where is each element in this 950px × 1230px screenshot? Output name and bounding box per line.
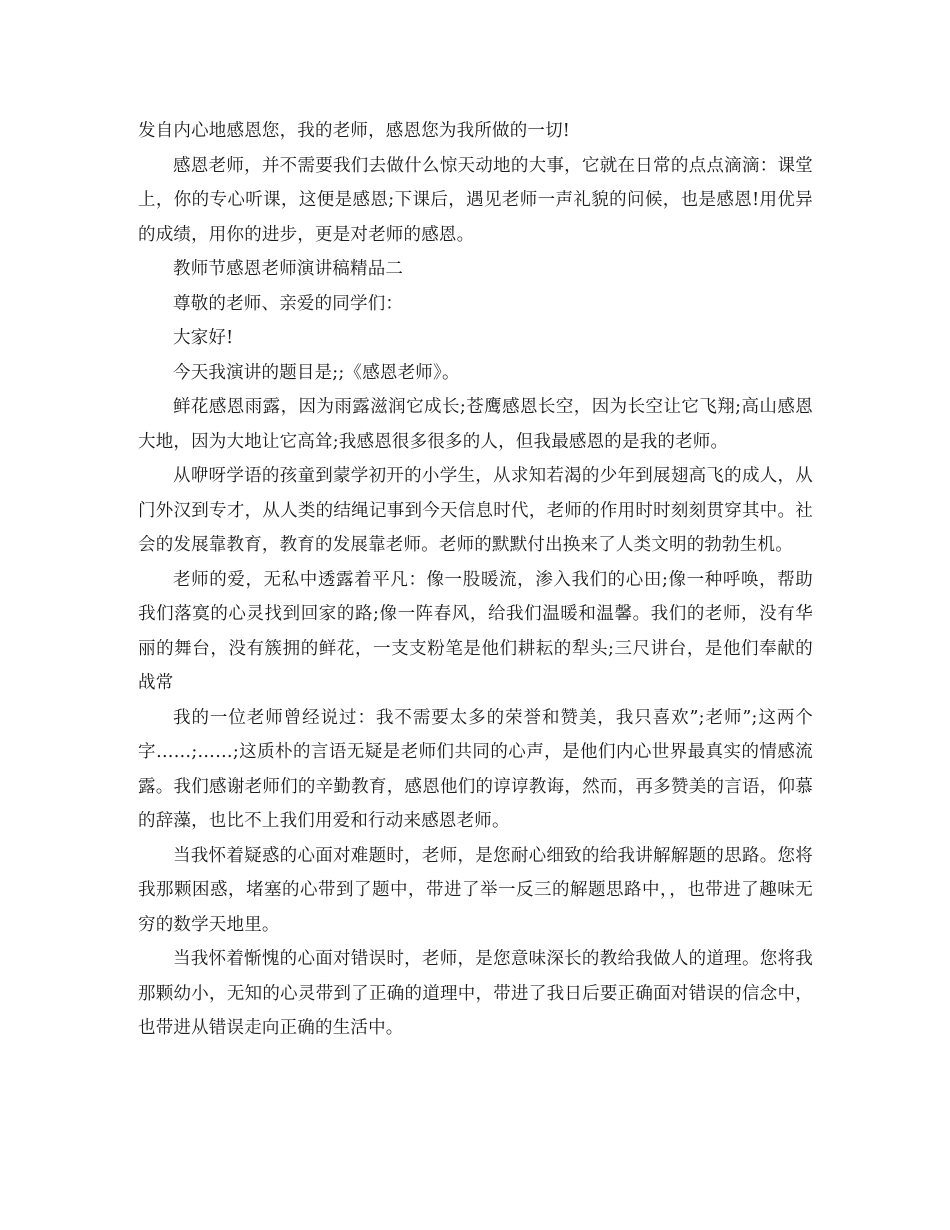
speech-topic: 今天我演讲的题目是;;《感恩老师》。 [173, 362, 460, 383]
paragraph-8: 从咿呀学语的孩童到蒙学初开的小学生，从求知若渴的少年到展翅高飞的成人，从门外汉到专才，从人类的结绳记事到今天信息时代，老师的作用时时刻刻贯穿其中。社会的发展靠教育，教育的发展靠老师。老师的默默付出换来了人类文明的勃勃生机。 [138, 466, 813, 555]
paragraph-7: 鲜花感恩雨露，因为雨露滋润它成长;苍鹰感恩长空，因为长空让它飞翔;高山感恩大地，因为大地让它高耸;我感恩很多很多的人，但我最感恩的是我的老师。 [138, 397, 813, 452]
greeting: 大家好! [173, 328, 234, 348]
paragraph-2: 感恩老师，并不需要我们去做什么惊天动地的大事，它就在日常的点点滴滴：课堂上，你的专心听课，这便是感恩;下课后，遇见老师一声礼貌的问候，也是感恩!用优异的成绩，用你的进步，更是对老师的感恩。 [138, 155, 813, 245]
paragraph-12: 当我怀着惭愧的心面对错误时，老师，是您意味深长的教给我做人的道理。您将我那颗幼小，无知的心灵带到了正确的道理中，带进了我日后要正确面对错误的信念中，也带进从错误走向正确的生活中。 [138, 949, 813, 1038]
salutation: 尊敬的老师、亲爱的同学们： [173, 293, 404, 314]
paragraph-10: 我的一位老师曾经说过：我不需要太多的荣誉和赞美，我只喜欢”;老师”;这两个字……;……;这质朴的言语无疑是老师们共同的心声，是他们内心世界最真实的情感流露。我们感谢老师们的辛勤教育，感恩他们的谆谆教诲，然而，再多赞美的言语，仰慕的辞藻，也比不上我们用爱和行动来感恩老师。 [138, 707, 813, 831]
paragraph-11: 当我怀着疑惑的心面对难题时，老师，是您耐心细致的给我讲解解题的思路。您将我那颗困惑，堵塞的心带到了题中，带进了举一反三的解题思路中，，也带进了趣味无穷的数学天地里。 [138, 845, 813, 935]
section-heading: 教师节感恩老师演讲稿精品二 [173, 259, 404, 279]
document-body [138, 114, 813, 1046]
paragraph-1: 发自内心地感恩您，我的老师，感恩您为我所做的一切! [138, 121, 571, 141]
paragraph-9: 老师的爱，无私中透露着平凡：像一股暖流，渗入我们的心田;像一种呼唤，帮助我们落寞的心灵找到回家的路;像一阵春风，给我们温暖和温馨。我们的老师，没有华丽的舞台，没有簇拥的鲜花，一支支粉笔是他们耕耘的犁头;三尺讲台，是他们奉献的战常 [138, 569, 813, 693]
